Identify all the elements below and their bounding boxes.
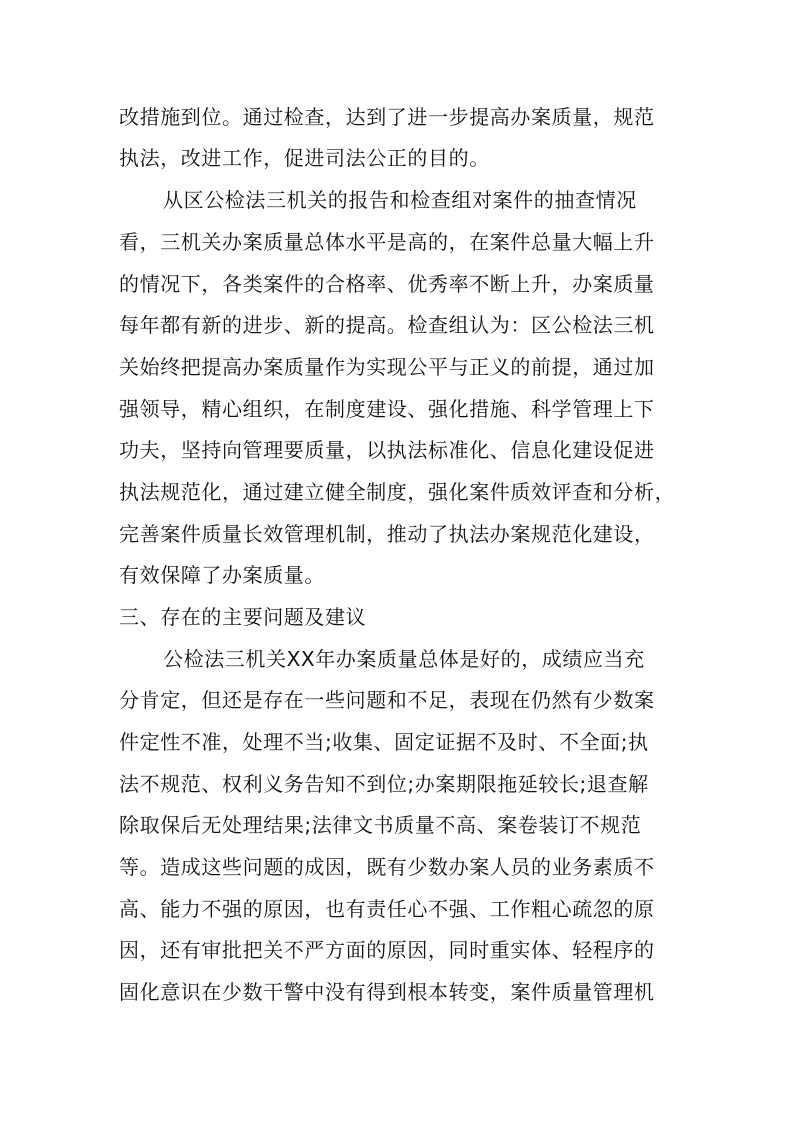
paragraph-line: 高、能力不强的原因，也有责任心不强、工作粗心疏忽的原 [119, 897, 655, 921]
paragraph-line: 完善案件质量长效管理机制，推动了执法办案规范化建设， [119, 522, 655, 546]
paragraph-line: 因，还有审批把关不严方面的原因，同时重实体、轻程序的 [119, 938, 655, 962]
paragraph-line: 固化意识在少数干警中没有得到根本转变，案件质量管理机 [119, 980, 655, 1004]
paragraph-line: 法不规范、权利义务告知不到位;办案期限拖延较长;退查解 [119, 772, 649, 796]
paragraph-line: 的情况下，各类案件的合格率、优秀率不断上升，办案质量 [119, 272, 655, 296]
paragraph-line: 改措施到位。通过检查，达到了进一步提高办案质量，规范 [119, 105, 655, 129]
paragraph-line: 强领导，精心组织，在制度建设、强化措施、科学管理上下 [119, 397, 655, 421]
paragraph-line: 件定性不准，处理不当;收集、固定证据不及时、不全面;执 [119, 730, 649, 754]
paragraph-line: 分肯定，但还是存在一些问题和不足，表现在仍然有少数案 [119, 688, 655, 712]
paragraph-line: 功夫，坚持向管理要质量，以执法标准化、信息化建设促进 [119, 438, 655, 462]
section-heading: 三、存在的主要问题及建议 [119, 605, 367, 629]
paragraph-line: 执法，改进工作，促进司法公正的目的。 [119, 146, 490, 170]
paragraph-line: 看，三机关办案质量总体水平是高的，在案件总量大幅上升 [119, 230, 655, 254]
paragraph-line: 从区公检法三机关的报告和检查组对案件的抽查情况 [163, 188, 637, 212]
paragraph-line: 关始终把提高办案质量作为实现公平与正义的前提，通过加 [119, 355, 655, 379]
paragraph-line: 除取保后无处理结果;法律文书质量不高、案卷装订不规范 [119, 813, 642, 837]
paragraph-line: 等。造成这些问题的成因，既有少数办案人员的业务素质不 [119, 855, 655, 879]
paragraph-line: 每年都有新的进步、新的提高。检查组认为：区公检法三机 [119, 313, 655, 337]
paragraph-line: 有效保障了办案质量。 [119, 563, 325, 587]
paragraph-line: 执法规范化，通过建立健全制度，强化案件质效评查和分析， [119, 480, 676, 504]
paragraph-line: 公检法三机关XX年办案质量总体是好的，成绩应当充 [163, 647, 645, 671]
